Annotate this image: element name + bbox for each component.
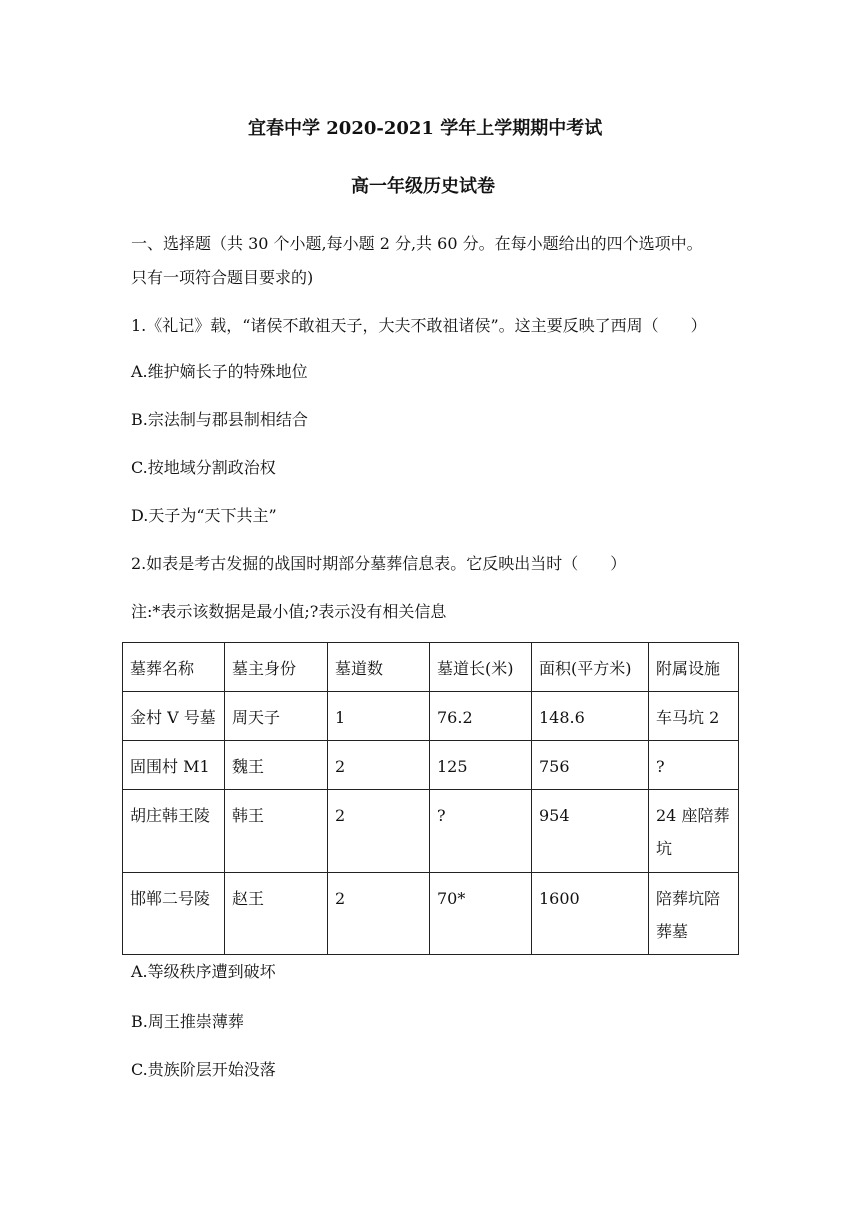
table-cell: 2 bbox=[328, 790, 430, 873]
question-2-option-b: B.周王推崇薄葬 bbox=[131, 1012, 244, 1031]
question-2-option-c: C.贵族阶层开始没落 bbox=[131, 1060, 276, 1079]
table-cell: 周天子 bbox=[225, 692, 328, 741]
table-cell: 邯郸二号陵 bbox=[123, 873, 225, 955]
question-1-stem: 1.《礼记》载，“诸侯不敢祖天子，大夫不敢祖诸侯”。这主要反映了西周（ ） bbox=[131, 316, 707, 335]
table-header-cell: 墓道数 bbox=[328, 643, 430, 692]
question-2-stem: 2.如表是考古发掘的战国时期部分墓葬信息表。它反映出当时（ ） bbox=[131, 554, 627, 573]
table-cell: 固围村 M1 bbox=[123, 741, 225, 790]
table-cell: 胡庄韩王陵 bbox=[123, 790, 225, 873]
table-cell: 2 bbox=[328, 873, 430, 955]
table-cell: 赵王 bbox=[225, 873, 328, 955]
table-cell: 1 bbox=[328, 692, 430, 741]
table-cell: 954 bbox=[532, 790, 649, 873]
question-2-note: 注:*表示该数据是最小值;?表示没有相关信息 bbox=[131, 602, 447, 621]
table-cell: ? bbox=[430, 790, 532, 873]
table-row bbox=[123, 741, 739, 790]
table-cell: ? bbox=[649, 741, 739, 790]
exam-subtitle: 高一年级历史试卷 bbox=[351, 176, 495, 197]
table-header-cell: 附属设施 bbox=[649, 643, 739, 692]
table-cell: 1600 bbox=[532, 873, 649, 955]
table-cell: 76.2 bbox=[430, 692, 532, 741]
question-1-option-c: C.按地域分割政治权 bbox=[131, 458, 276, 477]
table-cell: 125 bbox=[430, 741, 532, 790]
table-cell: 2 bbox=[328, 741, 430, 790]
table-cell: 魏王 bbox=[225, 741, 328, 790]
question-1-option-b: B.宗法制与郡县制相结合 bbox=[131, 410, 308, 429]
section-heading-line1: 一、选择题（共 30 个小题,每小题 2 分,共 60 分。在每小题给出的四个选项中。 bbox=[131, 234, 703, 253]
tomb-info-table bbox=[122, 642, 739, 955]
question-2-option-a: A.等级秩序遭到破坏 bbox=[131, 962, 276, 981]
table-cell: 金村 V 号墓 bbox=[123, 692, 225, 741]
table-row bbox=[123, 692, 739, 741]
table-cell: 24 座陪葬坑 bbox=[649, 790, 739, 873]
exam-title: 宜春中学 2020-2021 学年上学期期中考试 bbox=[248, 118, 603, 139]
table-header-cell: 墓道长(米) bbox=[430, 643, 532, 692]
table-cell: 车马坑 2 bbox=[649, 692, 739, 741]
table-cell: 陪葬坑陪葬墓 bbox=[649, 873, 739, 955]
table-header-cell: 墓葬名称 bbox=[123, 643, 225, 692]
table-row bbox=[123, 790, 739, 873]
table-header-row bbox=[123, 643, 739, 692]
table-cell: 韩王 bbox=[225, 790, 328, 873]
table-cell: 70* bbox=[430, 873, 532, 955]
question-1-option-d: D.天子为“天下共主” bbox=[131, 506, 277, 525]
table-header-cell: 墓主身份 bbox=[225, 643, 328, 692]
question-1-option-a: A.维护嫡长子的特殊地位 bbox=[131, 362, 308, 381]
table-row bbox=[123, 873, 739, 955]
table-cell: 756 bbox=[532, 741, 649, 790]
table-cell: 148.6 bbox=[532, 692, 649, 741]
section-heading-line2: 只有一项符合题目要求的) bbox=[131, 268, 314, 287]
table-header-cell: 面积(平方米) bbox=[532, 643, 649, 692]
